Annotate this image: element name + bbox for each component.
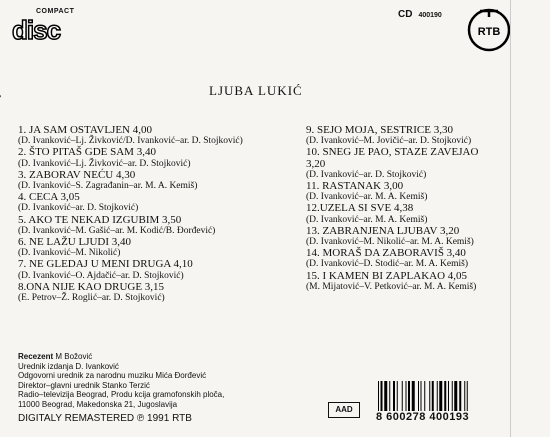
track-title: 15. I KAMEN BI ZAPLAKAO 4,05 — [306, 269, 468, 282]
track-credit: (D. Ivanković–ar. D. Stojković) — [306, 169, 427, 180]
artist-title: LJUBA LUKIĆ — [209, 83, 303, 98]
track-title: 7. NE GLEDAJ U MENI DRUGA 4,10 — [18, 258, 193, 271]
track-title: 2. ŠTO PITAŠ GDE SAM 3,40 — [18, 146, 156, 159]
track-credit: (D. Ivanković–ar. M. A. Kemiš) — [306, 192, 428, 203]
track-credit: (E. Petrov–Ž. Roglić–ar. D. Stojković) — [18, 293, 165, 304]
rtb-logo-text: RTB — [477, 26, 501, 38]
track-credit: (D. Ivanković–Lj. Živković–ar. D. Stojković) — [18, 158, 191, 169]
aad-badge: AAD — [328, 402, 360, 418]
credit-line: 11000 Beograd, Makedonska 21, Jugoslavija — [18, 399, 178, 409]
track-title: 13. ZABRANJENA LJUBAV 3,20 — [306, 224, 460, 237]
track-title: 8.ONA NIJE KAO DRUGE 3,15 — [18, 280, 165, 293]
disc-logo-text: disc — [12, 15, 61, 45]
catalog-number — [398, 9, 442, 20]
track-credit: (D. Ivanković–ar. D. Stojković) — [18, 203, 139, 214]
barcode — [376, 381, 496, 423]
credit-line: Urednik izdanja D. Ivanković — [18, 361, 119, 371]
credits-block — [18, 352, 288, 410]
track-title: 14. MORAŠ DA ZABORAVIŠ 3,40 — [306, 247, 466, 260]
barcode-bars — [376, 381, 496, 411]
remastered-note: DIGITALY REMASTERED ℗ 1991 RTB — [18, 413, 192, 424]
track-title: 6. NE LAŽU LJUDI 3,40 — [18, 236, 132, 249]
tracklist-right — [306, 125, 496, 293]
track-title: 3. ZABORAV NEĆU 4,30 — [18, 168, 136, 181]
barcode-digits: 8 600278 400193 — [376, 411, 470, 423]
track-credit: (D. Ivanković–Lj. Živković/D. Ivanković–ar. D. Stojković) — [18, 136, 243, 147]
track-title: 9. SEJO MOJA, SESTRICE 3,30 — [306, 124, 453, 136]
track-title: 12.UZELA SI SVE 4,38 — [306, 202, 414, 215]
catalog-prefix: CD — [398, 9, 413, 20]
track-credit: (D. Ivanković–M. Gašić–ar. M. Kodić/B. Đorđević) — [18, 225, 216, 236]
track-title: 11. RASTANAK 3,00 — [306, 180, 404, 193]
track-title: 1. JA SAM OSTAVLJEN 4,00 — [18, 124, 152, 136]
credit-line: Odgovorni urednik za narodnu muziku Mića Đorđević — [18, 371, 207, 381]
track-title: 4. CECA 3,05 — [18, 191, 80, 204]
track-credit: (D. Ivanković–O. Ajdačić–ar. D. Stojković) — [18, 270, 184, 281]
track-credit: (D. Ivanković–ar. M. A. Kemiš) — [306, 214, 428, 225]
track-credit: (M. Mijatović–V. Petković–ar. M. A. Kemiš) — [306, 281, 477, 292]
track-credit: (D. Ivanković–D. Stodić–ar. M. A. Kemiš) — [306, 259, 469, 270]
spine — [516, 0, 550, 437]
catalog-digits: 400190 — [418, 12, 442, 19]
track-credit: (D. Ivanković–M. Nikolić) — [18, 248, 121, 259]
spine-divider — [510, 0, 511, 437]
tracklist-left — [18, 125, 303, 304]
track-credit: (D. Ivanković–M. Jovičić–ar. D. Stojković) — [306, 136, 472, 147]
rtb-label-logo — [466, 6, 512, 52]
compact-logo-text: COMPACT — [36, 8, 75, 15]
track-title: 5. AKO TE NEKAD IZGUBIM 3,50 — [18, 213, 182, 226]
track-credit: (D. Ivanković–S. Zagrađanin–ar. M. A. Kemiš) — [18, 181, 198, 192]
track-credit: (D. Ivanković–M. Nikolić–ar. M. A. Kemiš) — [306, 237, 474, 248]
credit-line: Direktor–glavni urednik Stanko Terzić — [18, 380, 150, 390]
track-title: 10. SNEG JE PAO, STAZE ZAVEJAO 3,20 — [306, 146, 479, 170]
credit-line: Radio–televizija Beograd, Produ kcija gramofonskih ploča, — [18, 390, 225, 400]
compact-disc-logo — [8, 6, 78, 44]
recezent-line: Recezent M Božović — [18, 352, 93, 361]
